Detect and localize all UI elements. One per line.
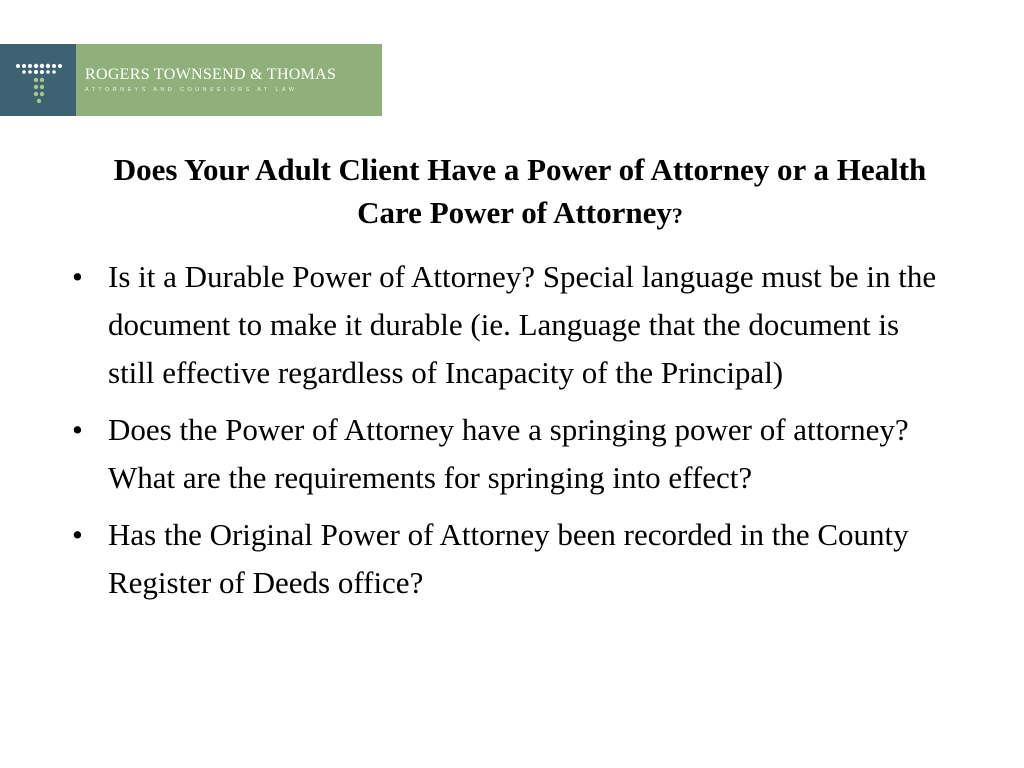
bullet-text: Has the Original Power of Attorney been recorded in the County Register of Deeds office? — [108, 517, 909, 600]
bullet-text: Is it a Durable Power of Attorney? Special language must be in the document to make it durable (ie. Language that the document is still effective regardless of Incapacity of the Principal) — [108, 259, 937, 390]
bullet-icon: • — [72, 412, 83, 447]
bullet-list — [70, 253, 940, 616]
bullet-icon: • — [72, 259, 83, 294]
firm-tagline: ATTORNEYS AND COUNSELORS AT LAW — [85, 87, 298, 93]
firm-name: ROGERS TOWNSEND & THOMAS — [85, 66, 337, 83]
firm-logo — [0, 44, 382, 116]
list-item — [70, 511, 940, 607]
slide-title-text: Does Your Adult Client Have a Power of Attorney or a Health Care Power of Attorney — [113, 152, 927, 230]
slide-title-question-mark: ? — [671, 203, 683, 228]
bullet-icon: • — [72, 517, 83, 552]
list-item — [70, 253, 940, 397]
dotted-t-logo-icon — [0, 44, 76, 116]
list-item — [70, 406, 940, 502]
slide-title — [100, 148, 940, 237]
logo-text-block — [76, 44, 382, 116]
bullet-text: Does the Power of Attorney have a springing power of attorney? What are the requirements for springing into effect? — [108, 412, 909, 495]
